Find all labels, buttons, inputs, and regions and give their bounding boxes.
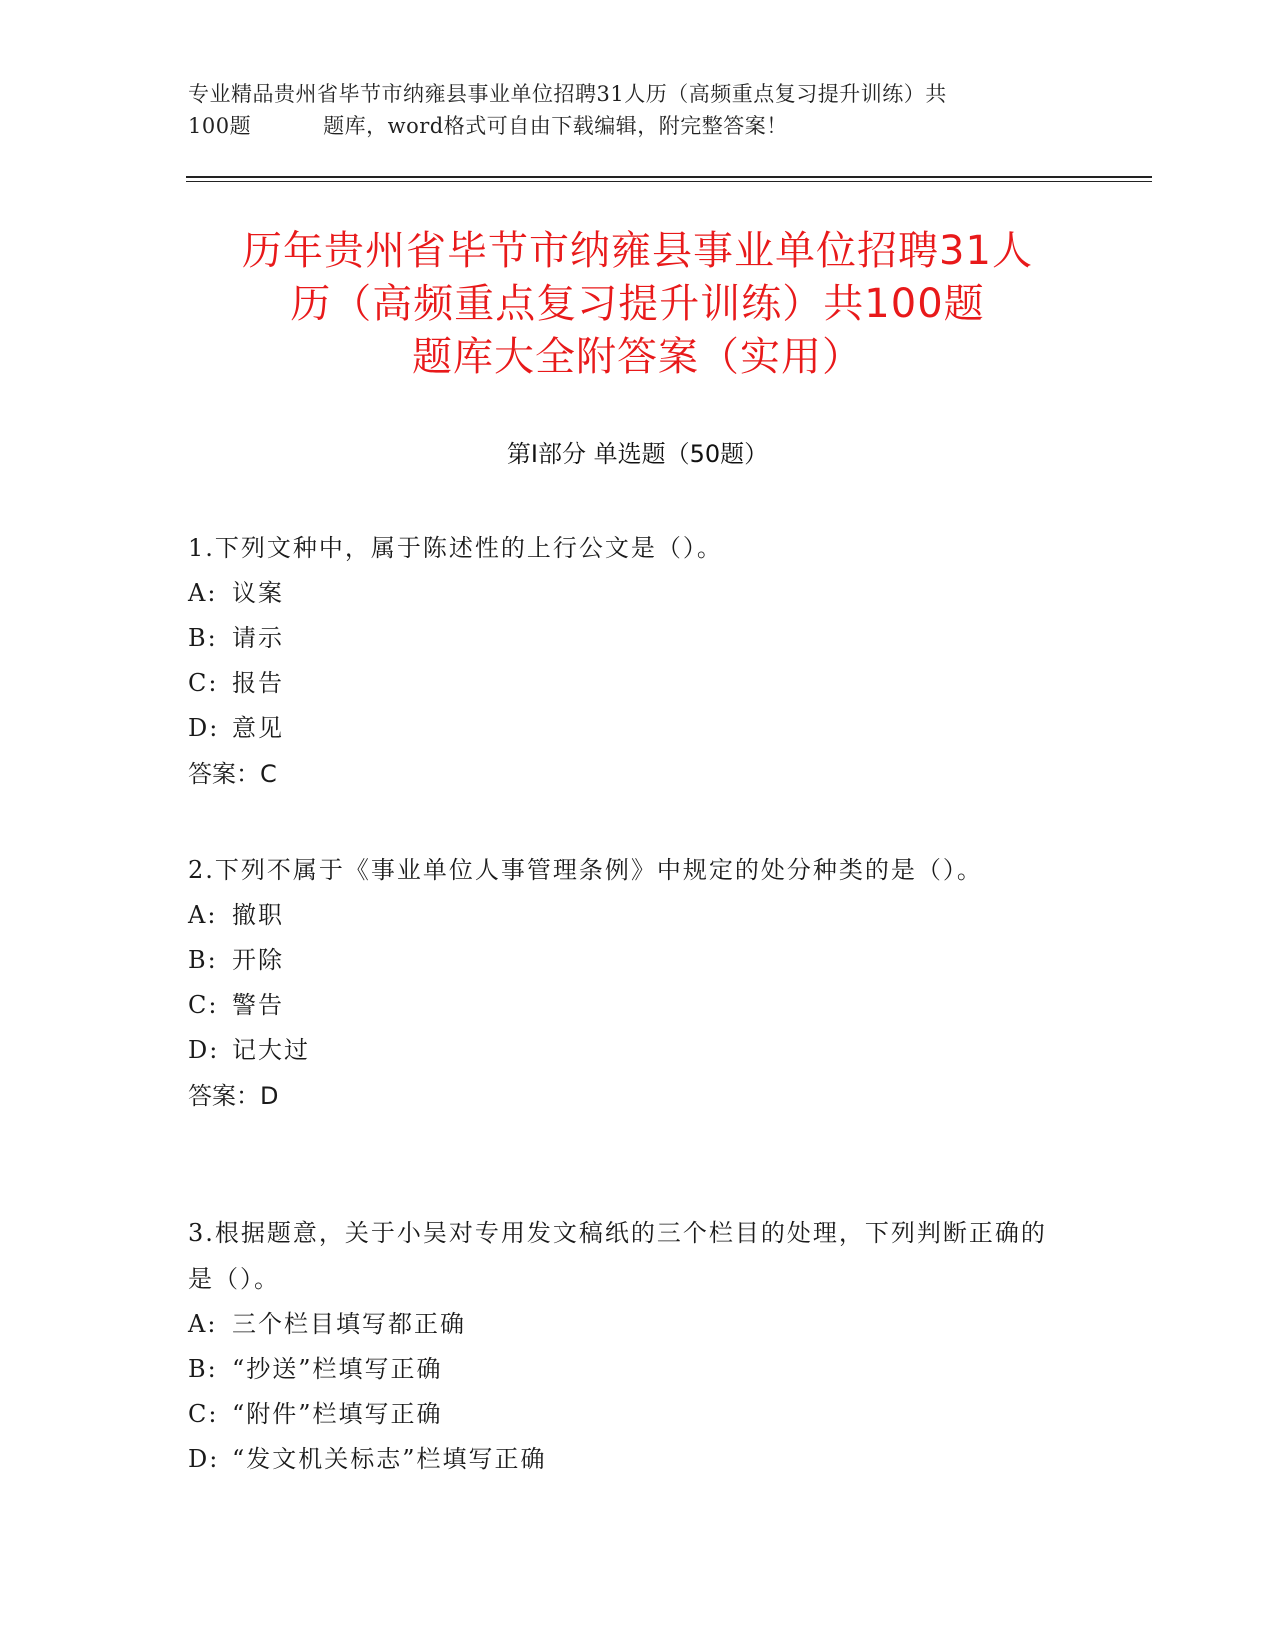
option-letter: A:: [188, 1310, 218, 1338]
title-line-1: 历年贵州省毕节市纳雍县事业单位招聘31人: [242, 228, 1033, 274]
option-letter: B:: [188, 946, 218, 974]
option-text: 议案: [232, 579, 284, 607]
option-letter: A:: [188, 579, 218, 607]
question-2: [188, 847, 1068, 1119]
option-c: [188, 983, 1068, 1028]
option-letter: D:: [188, 714, 220, 742]
document-title: [150, 225, 1125, 384]
option-text: 三个栏目填写都正确: [232, 1310, 466, 1338]
option-b: [188, 938, 1068, 983]
option-text: 请示: [232, 624, 284, 652]
header-count: 100题: [188, 114, 252, 138]
header-line-1: 专业精品贵州省毕节市纳雍县事业单位招聘31人历（高频重点复习提升训练）共: [188, 82, 947, 106]
option-d: [188, 1437, 1068, 1482]
header-divider-thin: [186, 181, 1152, 182]
option-letter: B:: [188, 1355, 218, 1383]
option-text: 警告: [232, 991, 284, 1019]
section-title: 第Ⅰ部分 单选题（50题）: [506, 440, 769, 468]
option-text: “发文机关标志”栏填写正确: [232, 1445, 547, 1473]
option-letter: C:: [188, 669, 219, 697]
option-c: [188, 1392, 1068, 1437]
question-3: [188, 1210, 1068, 1482]
option-text: 报告: [232, 669, 284, 697]
option-d: [188, 1028, 1068, 1073]
header-note: 题库，word格式可自由下载编辑，附完整答案！: [323, 114, 788, 138]
option-letter: B:: [188, 624, 218, 652]
option-c: [188, 661, 1068, 706]
option-letter: C:: [188, 1400, 219, 1428]
option-a: [188, 893, 1068, 938]
option-a: [188, 1302, 1068, 1347]
option-a: [188, 571, 1068, 616]
header-line-2: [188, 110, 1088, 142]
answer-text: 答案：C: [188, 760, 277, 788]
question-stem: 2.下列不属于《事业单位人事管理条例》中规定的处分种类的是（）。: [188, 856, 983, 884]
header-divider-thick: [186, 176, 1152, 178]
option-text: 撤职: [232, 901, 284, 929]
question-1: [188, 525, 1068, 797]
option-b: [188, 616, 1068, 661]
option-letter: C:: [188, 991, 219, 1019]
option-b: [188, 1347, 1068, 1392]
option-letter: D:: [188, 1445, 220, 1473]
answer-text: 答案：D: [188, 1082, 279, 1110]
option-d: [188, 706, 1068, 751]
page-header: [188, 78, 1088, 142]
title-line-2: 历（高频重点复习提升训练）共100题: [290, 281, 985, 327]
option-text: 记大过: [232, 1036, 310, 1064]
option-letter: D:: [188, 1036, 220, 1064]
option-letter: A:: [188, 901, 218, 929]
question-stem: 1.下列文种中，属于陈述性的上行公文是（）。: [188, 534, 723, 562]
option-text: 意见: [232, 714, 284, 742]
question-stem: 3.根据题意，关于小吴对专用发文稿纸的三个栏目的处理，下列判断正确的是（）。: [188, 1219, 1047, 1293]
option-text: 开除: [232, 946, 284, 974]
option-text: “附件”栏填写正确: [232, 1400, 443, 1428]
option-text: “抄送”栏填写正确: [232, 1355, 443, 1383]
title-line-3: 题库大全附答案（实用）: [412, 334, 863, 380]
